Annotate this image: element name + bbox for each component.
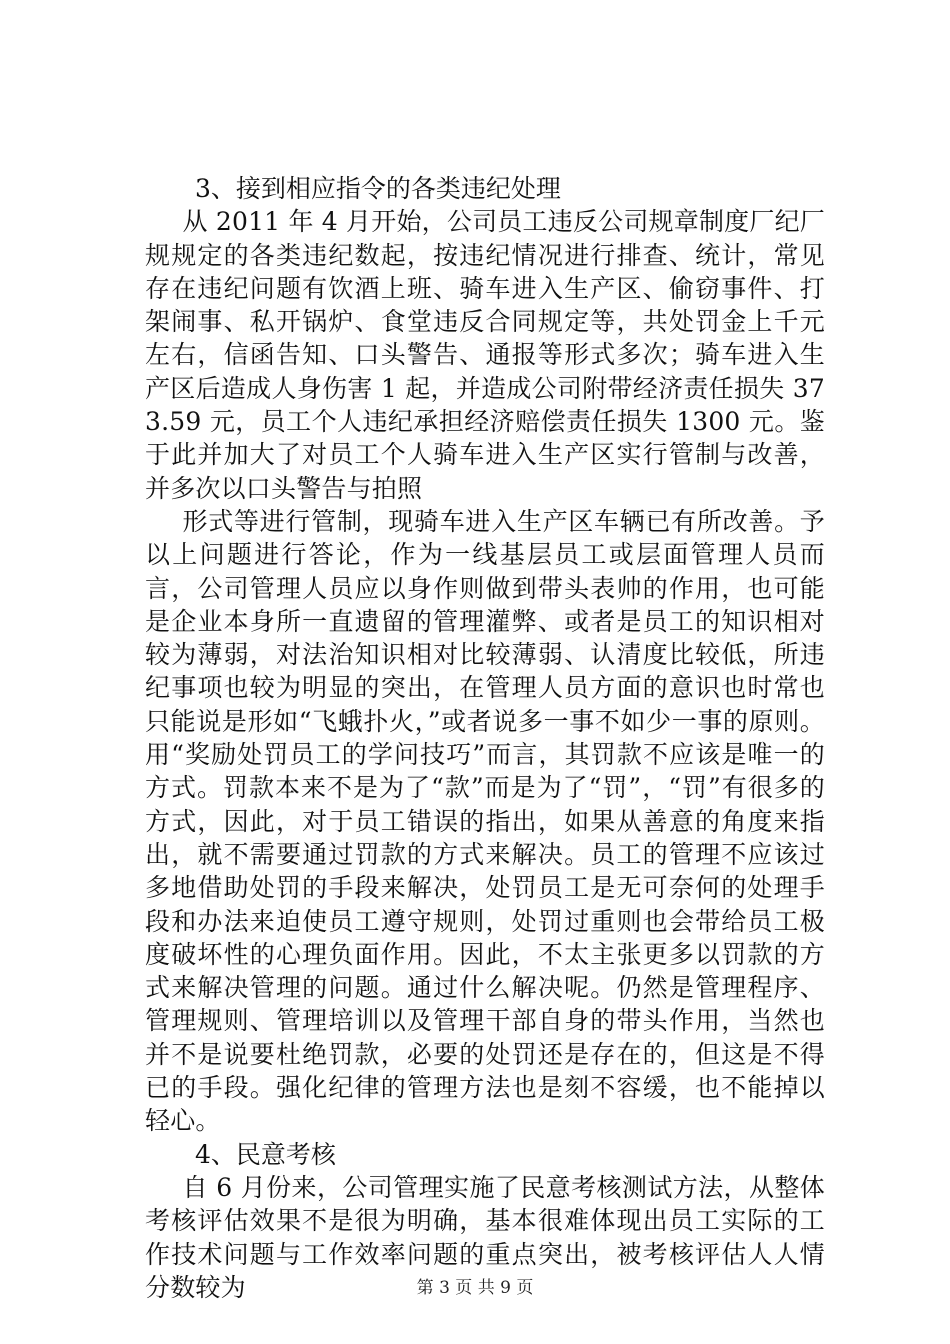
paragraph-assessment: 自 6 月份来，公司管理实施了民意考核测试方法，从整体考核评估效果不是很为明确，基本很难体现出员工实际的工作技术问题与工作效率问题的重点突出，被考核评估人人情分数较为	[145, 1172, 825, 1302]
page-number-footer: 第 3 页 共 9 页	[416, 1278, 534, 1298]
paragraph-violations: 从 2011 年 4 月开始，公司员工违反公司规章制度厂纪厂规规定的各类违纪数起，按违纪情况进行排查、统计，常见存在违纪问题有饮酒上班、骑车进入生产区、偷窃事件、打架闹事、私开锅炉、食堂违反合同规定等，共处罚金上千元左右，信函告知、口头警告、通报等形式多次；骑车进入生产区后造成人身伤害 1 起，并造成公司附带经济责任损失 373.59 元，员工个人违纪承担经济赔偿责任损失 1300 元。鉴于此并加大了对员工个人骑车进入生产区实行管制与改善，并多次以口头警告与拍照	[145, 207, 825, 503]
document-body	[145, 172, 825, 1304]
paragraph-management-analysis: 形式等进行管制，现骑车进入生产区车辆已有所改善。予以上问题进行答论，作为一线基层员工或层面管理人员而言，公司管理人员应以身作则做到带头表帅的作用，也可能是企业本身所一直遗留的管理灌弊、或者是员工的知识相对较为薄弱，对法治知识相对比较薄弱、认清度比较低，所违纪事项也较为明显的突出，在管理人员方面的意识也时常也只能说是形如“飞蛾扑火，”或者说多一事不如少一事的原则。用“奖励处罚员工的学问技巧”而言，其罚款不应该是唯一的方式。罚款本来不是为了“款”而是为了“罚”，“罚”有很多的方式，因此，对于员工错误的指出，如果从善意的角度来指出，就不需要通过罚款的方式来解决。员工的管理不应该过多地借助处罚的手段来解决，处罚员工是无可奈何的处理手段和办法来迫使员工遵守规则，处罚过重则也会带给员工极度破坏性的心理负面作用。因此，不太主张更多以罚款的方式来解决管理的问题。通过什么解决呢。仍然是管理程序、管理规则、管理培训以及管理干部自身的带头作用，当然也并不是说要杜绝罚款，必要的处罚还是存在的，但这是不得已的手段。强化纪律的管理方法也是刻不容缓，也不能掉以轻心。	[145, 506, 825, 1136]
section-heading-4: 4、民意考核	[195, 1139, 336, 1169]
section-heading-3: 3、接到相应指令的各类违纪处理	[195, 174, 561, 203]
